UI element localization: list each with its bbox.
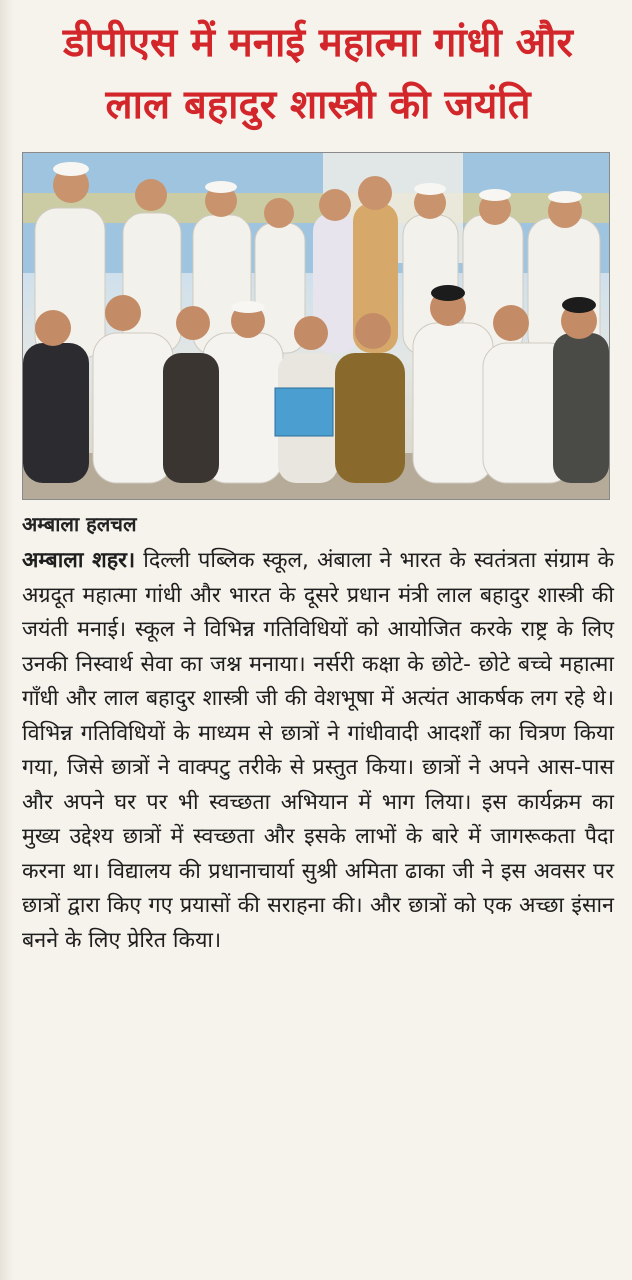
headline-line-1: डीपीएस में मनाई महात्मा गांधी और — [63, 20, 573, 66]
dateline: अम्बाला हलचल — [22, 512, 137, 536]
page-edge — [0, 0, 14, 1280]
headline-line-2: लाल बहादुर शास्त्री की जयंति — [105, 82, 531, 128]
article-body — [22, 544, 614, 958]
news-photo — [22, 152, 610, 500]
children-group-photo — [23, 153, 609, 499]
body-text: दिल्ली पब्लिक स्कूल, अंबाला ने भारत के स्वतंत्रता संग्राम के अग्रदूत महात्मा गांधी और भारत के दूसरे प्रधान मंत्री लाल बहादुर शास्त्री की जयंती मनाई। स्कूल ने विभिन्न गतिविधियों को आयोजित करके राष्ट्र के लिए उनकी निस्वार्थ सेवा का जश्न मनाया। नर्सरी कक्षा के छोटे- छोटे बच्चे महात्मा गाँधी और लाल बहादुर शास्त्री जी की वेशभूषा में अत्यंत आकर्षक लग रहे थे। विभिन्न गतिविधियों के माध्यम से छात्रों ने गांधीवादी आदर्शों का चित्रण किया गया, जिसे छात्रों ने वाक्पटु तरीके से प्रस्तुत किया। छात्रों ने अपने आस-पास और अपने घर पर भी स्वच्छता अभियान में भाग लिया। इस कार्यक्रम का मुख्य उद्देश्य छात्रों में स्वच्छता और इसके लाभों के बारे में जागरूकता पैदा करना था। विद्यालय की प्रधानाचार्या सुश्री अमिता ढाका जी ने इस अवसर पर छात्रों द्वारा किए गए प्रयासों की सराहना की। और छात्रों को एक अच्छा इंसान बनने के लिए प्रेरित किया। — [22, 548, 614, 953]
headline — [18, 12, 618, 136]
lead-text: अम्बाला शहर। — [22, 548, 136, 573]
